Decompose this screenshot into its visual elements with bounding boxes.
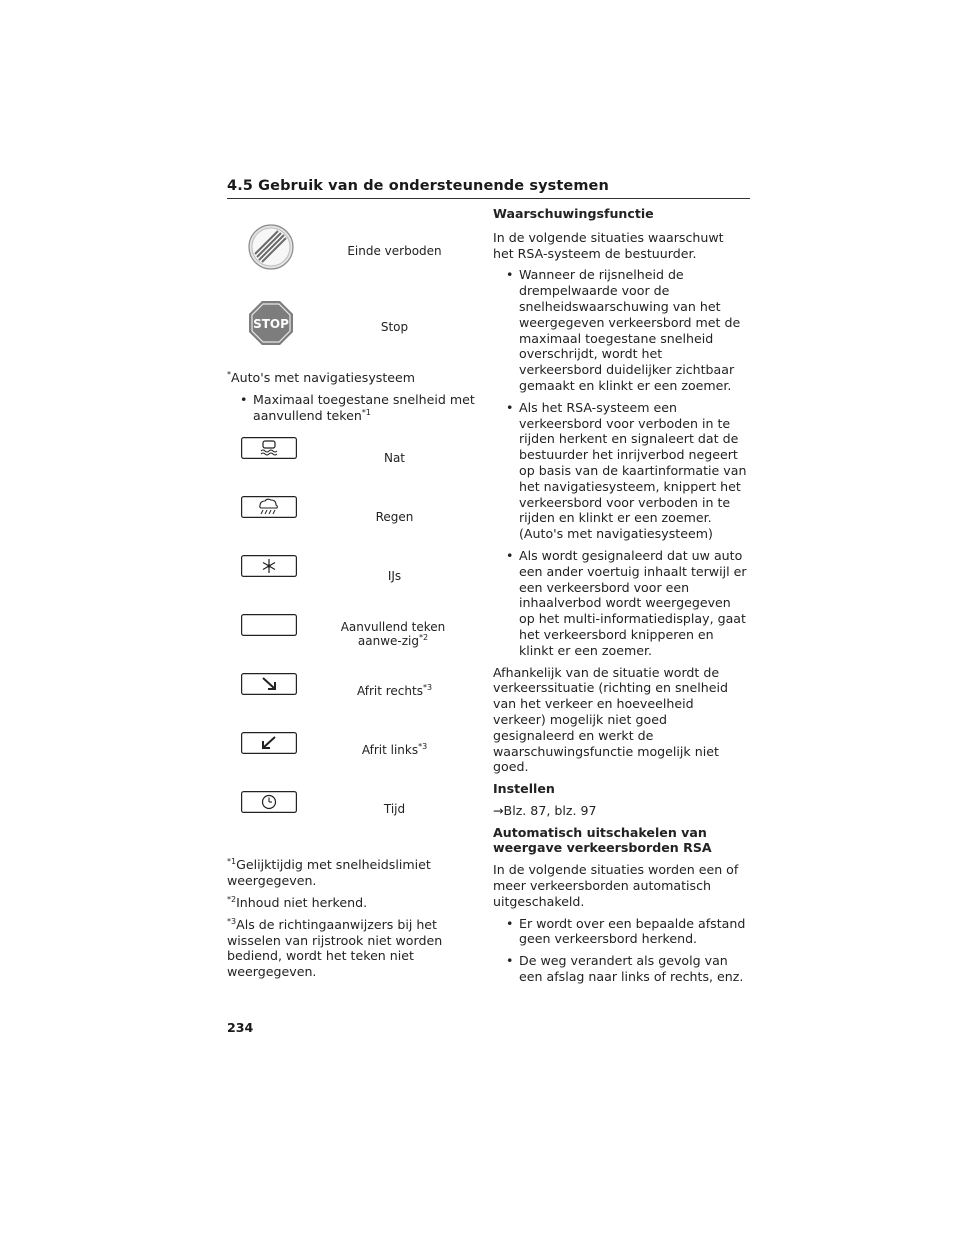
list-item: • Als wordt gesignaleerd dat uw auto een ander voertuig inhaalt terwijl er een verkeersbord voor een inhaalverbod wordt weergegeven op het multi-informatiedisplay, gaat het verkeersbord knipperen en klinkt er een zoemer.: [493, 548, 748, 659]
page-number: 234: [227, 1020, 254, 1035]
warning-intro: In de volgende situaties waarschuwt het RSA-systeem de bestuurder.: [493, 229, 724, 261]
dependency-note: Afhankelijk van de situatie wordt de verkeerssituatie (richting en snelheid van het verkeer en hoeveelheid verkeer) mogelijk niet goed gesignaleerd en werkt de waarschuwingsfunctie mogelijk niet goed.: [493, 664, 729, 775]
section-title: 4.5 Gebruik van de ondersteunende systemen: [227, 178, 609, 194]
footnote: $^{*2}$Inhoud niet herkend.: [227, 894, 368, 910]
page-header: [227, 178, 750, 199]
extra-sign-row: [227, 429, 477, 487]
sign-label: Afrit rechts$^{*3}$: [356, 683, 433, 699]
settings-page-reference[interactable]: →Blz. 87, blz. 97: [493, 802, 597, 818]
header-divider: [227, 198, 750, 199]
left-column: [227, 214, 477, 980]
blank-panel-sign-icon: [241, 614, 297, 636]
exit-right-arrow-icon: [241, 673, 297, 695]
list-item: • Er wordt over een bepaalde afstand geen verkeersbord herkend.: [493, 916, 748, 948]
extra-signs-list: [227, 429, 477, 849]
list-item: • Wanneer de rijsnelheid de drempelwaarde voor de snelheidswaarschuwing van het weergegeven verkeersbord met de maximaal toegestane snelheid overschrijdt, wordt het verkeersbord duidelijker zichtbaar gemaakt en klinkt er een zoemer.: [493, 267, 748, 393]
extra-sign-row: [227, 669, 477, 727]
sign-label: Einde verboden: [347, 244, 442, 258]
sign-label: Regen: [375, 510, 414, 525]
right-column: [493, 206, 748, 985]
rain-cloud-sign-icon: [241, 496, 297, 518]
auto-off-intro: In de volgende situaties worden een of meer verkeersborden automatisch uitgeschakeld.: [493, 862, 739, 909]
stop-sign-text: STOP: [253, 317, 289, 331]
stop-sign-icon: [248, 300, 294, 346]
sign-label: Aanvullend teken aanwe-zig$^{*2}$: [340, 620, 446, 649]
sign-row-stop: [227, 292, 477, 374]
extra-sign-row: [227, 787, 477, 845]
footnote: $^{*1}$Gelijktijdig met snelheidslimiet weergegeven.: [227, 857, 431, 889]
extra-sign-row: [227, 547, 477, 605]
sign-label: Afrit links$^{*3}$: [361, 742, 428, 758]
snowflake-sign-icon: [241, 555, 297, 577]
sign-label: Tijd: [383, 802, 406, 817]
footnote: $^{*3}$Als de richtingaanwijzers bij het wisselen van rijstrook niet worden bediend, wordt het teken niet weergegeven.: [227, 916, 443, 980]
heading-auto-off: Automatisch uitschakelen van weergave verkeersborden RSA: [493, 824, 712, 856]
extra-sign-row: [227, 488, 477, 546]
sign-label: Stop: [380, 320, 409, 334]
sign-row-end-restriction: [227, 214, 477, 292]
list-item: • Maximaal toegestane snelheid met aanvullend teken$^{*1}$: [227, 392, 478, 424]
end-restriction-sign-icon: [248, 224, 294, 270]
sign-label: Nat: [383, 451, 406, 466]
exit-left-arrow-icon: [241, 732, 297, 754]
heading-warning-function: Waarschuwingsfunctie: [493, 206, 654, 221]
clock-sign-icon: [241, 791, 297, 813]
extra-sign-row: [227, 606, 477, 668]
list-item: • Als het RSA-systeem een verkeersbord voor verboden in te rijden herkent en signaleert dat de bestuurder het inrijverbod negeert op basis van de kaartinformatie van het navigatiesysteem, knippert het verkeersbord voor verboden in te rijden en klinkt er een zoemer. (Auto's met navigatiesysteem): [493, 400, 748, 542]
wet-road-sign-icon: [241, 437, 297, 459]
heading-settings: Instellen: [493, 781, 555, 797]
nav-system-note: *Auto's met navigatiesysteem: [227, 369, 416, 385]
sign-label: IJs: [387, 569, 402, 584]
extra-sign-row: [227, 728, 477, 786]
footnotes: [227, 857, 467, 980]
list-item: • De weg verandert als gevolg van een afslag naar links of rechts, enz.: [493, 953, 748, 985]
